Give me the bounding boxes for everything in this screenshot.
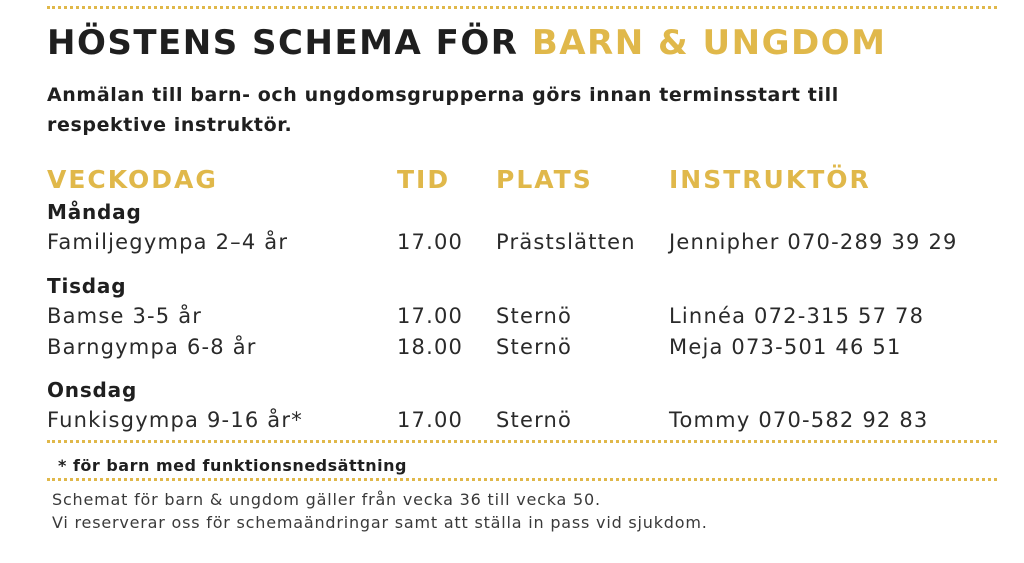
- activity-name: Familjegympa 2–4 år: [47, 230, 289, 254]
- dotted-divider-middle: [47, 440, 997, 443]
- activity-instructor: Jennipher 070-289 39 29: [669, 230, 958, 254]
- title-accent: BARN & UNGDOM: [531, 23, 887, 63]
- activity-instructor: Meja 073-501 46 51: [669, 335, 902, 359]
- day-heading-mandag: Måndag: [47, 200, 142, 224]
- activity-place: Sternö: [496, 408, 573, 432]
- column-header-plats: PLATS: [496, 165, 593, 194]
- day-heading-tisdag: Tisdag: [47, 274, 127, 298]
- activity-instructor: Tommy 070-582 92 83: [669, 408, 929, 432]
- activity-time: 18.00: [397, 335, 464, 359]
- activity-instructor: Linnéa 072-315 57 78: [669, 304, 925, 328]
- activity-place: Prästslätten: [496, 230, 636, 254]
- intro-text: Anmälan till barn- och ungdomsgrupperna görs innan terminsstart till respektive instruktör.: [47, 84, 839, 136]
- page-title: [47, 20, 886, 66]
- footnote: * för barn med funktionsnedsättning: [58, 456, 407, 475]
- activity-name: Barngympa 6-8 år: [47, 335, 257, 359]
- dotted-divider-top: [47, 6, 997, 9]
- dotted-divider-bottom: [47, 478, 997, 481]
- title-main: HÖSTENS SCHEMA FÖR: [47, 23, 519, 63]
- activity-place: Sternö: [496, 335, 573, 359]
- activity-time: 17.00: [397, 408, 464, 432]
- column-header-instruktor: INSTRUKTÖR: [669, 165, 871, 194]
- schedule-validity-note: Schemat för barn & ungdom gäller från vecka 36 till vecka 50.: [52, 490, 601, 509]
- day-heading-onsdag: Onsdag: [47, 378, 138, 402]
- activity-name: Bamse 3-5 år: [47, 304, 203, 328]
- activity-name: Funkisgympa 9-16 år*: [47, 408, 303, 432]
- column-header-veckodag: VECKODAG: [47, 165, 218, 194]
- activity-time: 17.00: [397, 304, 464, 328]
- activity-place: Sternö: [496, 304, 573, 328]
- activity-time: 17.00: [397, 230, 464, 254]
- column-header-tid: TID: [397, 165, 451, 194]
- schedule-change-note: Vi reserverar oss för schemaändringar samt att ställa in pass vid sjukdom.: [52, 513, 708, 532]
